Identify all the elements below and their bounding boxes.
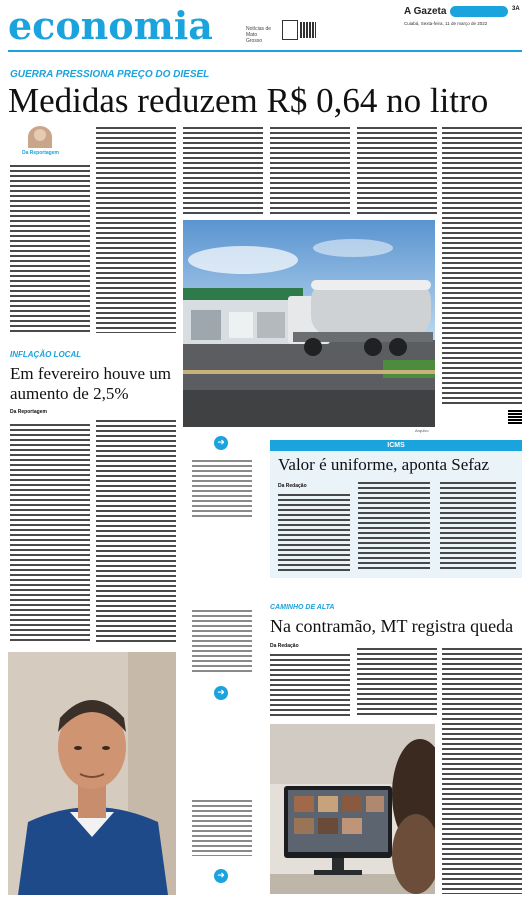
masthead-rule (8, 50, 522, 52)
contramao-text-col-3 (442, 648, 522, 894)
page-number: 3A (512, 6, 520, 12)
sidebar-note-3 (192, 800, 252, 858)
portrait-illustration (8, 652, 176, 895)
sefaz-text-col-3 (440, 482, 516, 572)
sidebar-note-2 (192, 610, 252, 674)
main-author: Da Reportagem (22, 150, 59, 156)
sefaz-text-col-2 (358, 482, 430, 572)
brand-name: A Gazeta (404, 6, 447, 17)
inflation-kicker: INFLAÇÃO LOCAL (10, 350, 82, 359)
phone-icon (282, 20, 298, 40)
contramao-text-col-1 (270, 654, 350, 716)
arrow-right-icon: ➜ (214, 686, 228, 700)
author-photo (28, 126, 52, 148)
truck-illustration (183, 220, 435, 427)
inflation-photo-portrait (8, 652, 176, 895)
main-text-col-2 (96, 127, 176, 333)
sefaz-byline: Da Redação (278, 483, 307, 489)
arrow-right-icon: ➜ (214, 436, 228, 450)
brand-logo (450, 6, 508, 17)
sidebar-note-1 (192, 460, 252, 520)
contramao-text-col-2 (357, 648, 437, 716)
inflation-headline: Em fevereiro houve um aumento de 2,5% (10, 364, 171, 403)
computer-illustration (270, 724, 435, 894)
photo-credit: Arquivo (415, 428, 429, 433)
inflation-text-col-2 (96, 420, 176, 642)
main-headline: Medidas reduzem R$ 0,64 no litro (8, 81, 489, 120)
contramao-photo-computer (270, 724, 435, 894)
inflation-text-col-1 (10, 424, 90, 642)
sefaz-banner: ICMS (270, 440, 522, 451)
main-photo-truck (183, 220, 435, 427)
main-kicker: GUERRA PRESSIONA PREÇO DO DIESEL (10, 69, 210, 80)
date-line: Cuiabá, Sexta-feira, 11 de março de 2022 (404, 21, 488, 26)
qr-code-icon (508, 410, 522, 424)
contramao-byline: Da Redação (270, 643, 299, 649)
masthead-side-text: Notícias de Mato Grosso (246, 26, 272, 44)
inflation-byline: Da Reportagem (10, 409, 47, 415)
main-text-col-3 (183, 127, 263, 215)
contramao-headline: Na contramão, MT registra queda (270, 616, 514, 636)
contramao-kicker: CAMINHO DE ALTA (270, 604, 335, 611)
main-text-col-5 (357, 127, 437, 215)
section-title: economia (8, 3, 213, 48)
sefaz-text-col-1 (278, 494, 350, 572)
main-text-col-6 (442, 127, 522, 405)
qr-code-icon (300, 22, 316, 38)
main-text-col-1 (10, 165, 90, 333)
sefaz-headline: Valor é uniforme, aponta Sefaz (278, 455, 489, 474)
arrow-right-icon: ➜ (214, 869, 228, 883)
main-text-col-4 (270, 127, 350, 215)
